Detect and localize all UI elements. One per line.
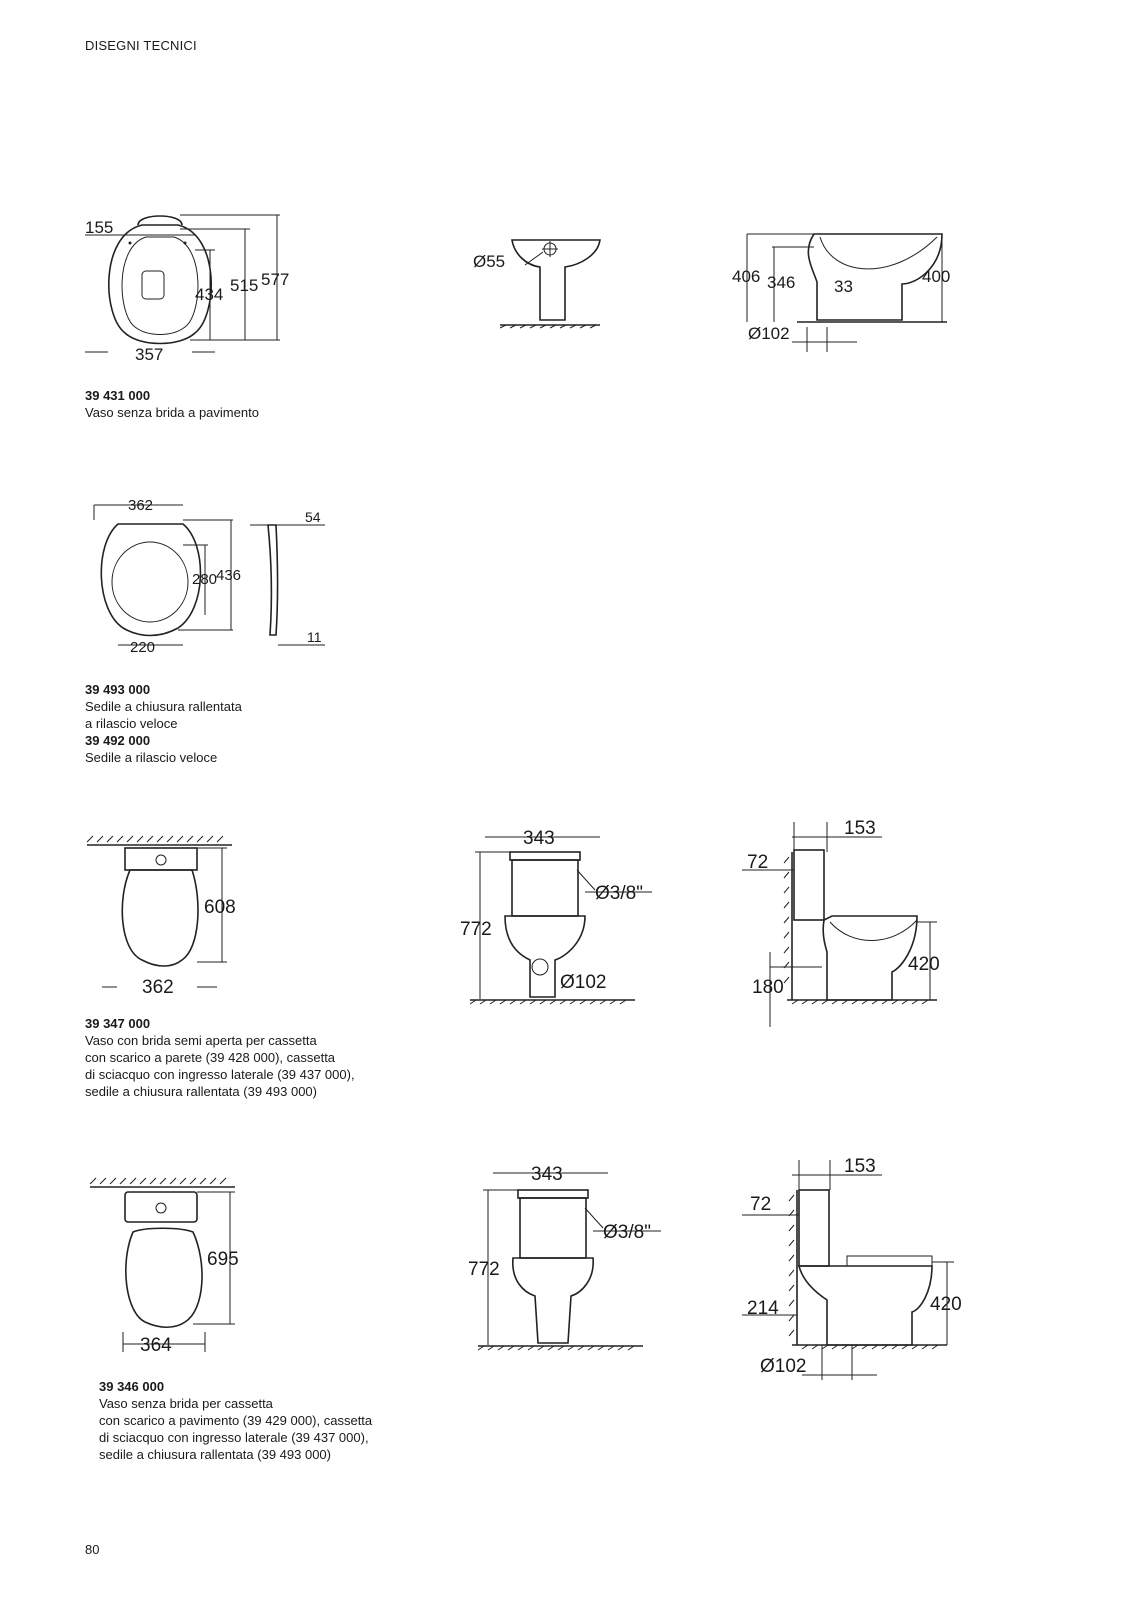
dim-153: 153 [844,818,876,839]
drawing-39347000-front-view [455,822,665,1012]
drawing-39346000-top-view [85,1172,265,1362]
drawing-39347000-top-view [82,830,262,1000]
dim-436: 436 [216,567,242,584]
product-code: 39 347 000 [85,1016,151,1031]
dim-434: 434 [195,285,224,304]
dim-d102: Ø102 [760,1356,807,1377]
product-description: Vaso senza brida per cassetta [99,1396,273,1411]
dim-515: 515 [230,276,259,295]
dim-420: 420 [908,954,940,975]
drawing-39493000-side-view [250,505,335,655]
caption-39431000 [85,387,259,421]
drawing-39346000-side-view [742,1150,962,1390]
product-code: 39 431 000 [85,388,151,403]
dim-420: 420 [930,1294,962,1315]
dim-72: 72 [747,852,769,873]
drawing-39431000-side-view [732,222,972,357]
dim-214: 214 [747,1298,779,1319]
product-code-2: 39 492 000 [85,733,151,748]
product-description: sedile a chiusura rallentata (39 493 000) [85,1084,317,1099]
dim-406: 406 [732,267,761,286]
product-description: Sedile a chiusura rallentata [85,699,242,714]
dim-72: 72 [750,1194,772,1215]
dim-362: 362 [128,497,154,514]
dim-346: 346 [767,273,796,292]
product-description: di sciacquo con ingresso laterale (39 437 000), [85,1067,355,1082]
dim-695: 695 [207,1249,239,1270]
dim-54: 54 [305,509,321,525]
drawing-39431000-front-view [470,225,610,340]
product-description: a rilascio veloce [85,716,178,731]
dim-d3-8: Ø3/8" [595,883,643,904]
product-description: Vaso con brida semi aperta per cassetta [85,1033,317,1048]
product-code: 39 346 000 [99,1379,165,1394]
page-number: 80 [85,1542,100,1557]
dim-d102: Ø102 [560,972,607,993]
product-description: con scarico a parete (39 428 000), cassetta [85,1050,336,1065]
drawing-39347000-side-view [742,812,952,1032]
product-description: Vaso senza brida a pavimento [85,405,259,420]
dim-180: 180 [752,977,784,998]
drawing-39493000-top-view [88,490,258,660]
dim-220: 220 [130,639,156,656]
dim-343: 343 [531,1164,563,1185]
dim-d55: Ø55 [473,252,506,271]
product-description-2: Sedile a rilascio veloce [85,750,218,765]
dim-608: 608 [204,897,236,918]
dim-280: 280 [192,571,218,588]
dim-577: 577 [261,270,290,289]
dim-343: 343 [523,828,555,849]
dim-362: 362 [142,977,174,998]
dim-11: 11 [307,629,322,645]
product-description: con scarico a pavimento (39 429 000), cassetta [99,1413,373,1428]
dim-d3-8: Ø3/8" [603,1222,651,1243]
dim-400: 400 [922,267,951,286]
dim-357: 357 [135,345,164,364]
caption-39346000 [99,1378,372,1463]
product-description: di sciacquo con ingresso laterale (39 437 000), [99,1430,369,1445]
drawing-39431000-top-view [80,205,300,370]
dim-772: 772 [468,1259,500,1280]
dim-153: 153 [844,1156,876,1177]
caption-39347000 [85,1015,355,1100]
product-description: sedile a chiusura rallentata (39 493 000) [99,1447,331,1462]
dim-364: 364 [140,1335,172,1356]
page-header: DISEGNI TECNICI [85,38,197,53]
dim-155: 155 [85,218,114,237]
drawing-39346000-front-view [463,1158,673,1358]
dim-d102: Ø102 [748,324,790,343]
dim-33: 33 [834,277,853,296]
product-code: 39 493 000 [85,682,151,697]
caption-39493000 [85,681,242,766]
dim-772: 772 [460,919,492,940]
